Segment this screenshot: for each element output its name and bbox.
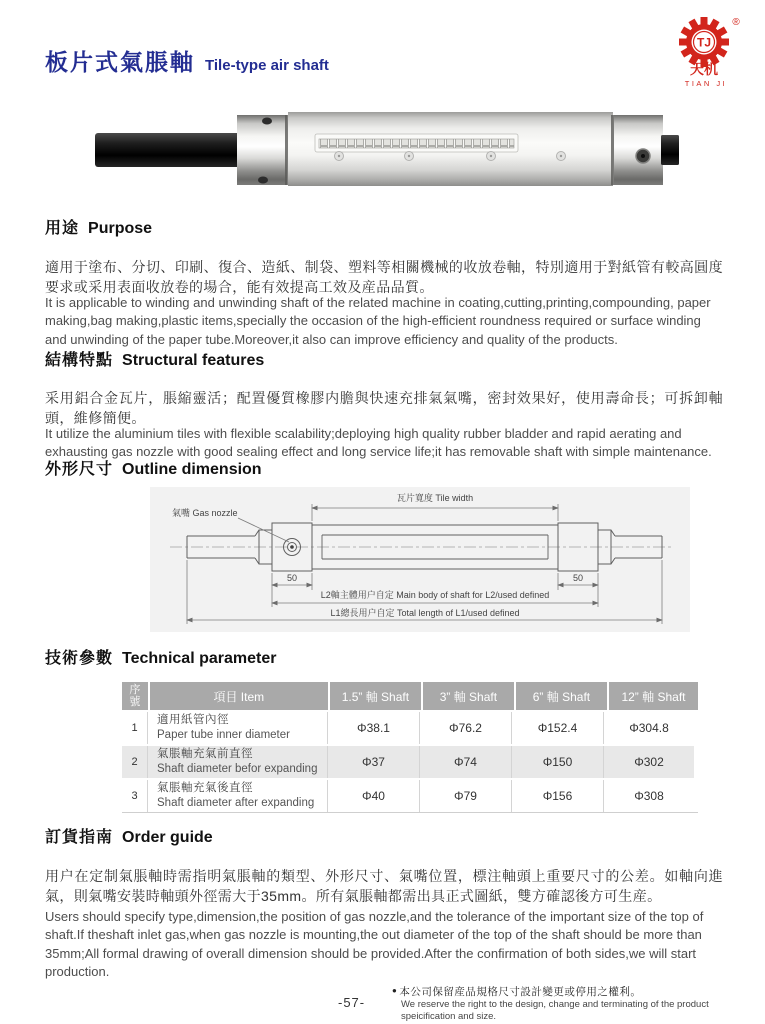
structural-body-en: It utilize the aluminium tiles with flexible scalability;deploying high quality rubber bladder and rapid aerating and exhausting gas nozzle with good sealing effect and long service life;it has removable shaft with simple maintenance. <box>45 426 712 460</box>
gear-logo-icon <box>664 12 750 92</box>
table-header-item: 項目 Item <box>150 682 328 710</box>
l2-dimension-label: L2軸主體用户自定 Main body of shaft for L2/used defined <box>320 590 550 600</box>
photo-screw-hole <box>258 177 268 184</box>
row-value: Φ38.1 <box>328 712 420 744</box>
heading-technical-en: Technical parameter <box>122 650 277 667</box>
row-index: 2 <box>122 746 148 778</box>
page-title <box>45 44 329 77</box>
row-item <box>148 746 328 778</box>
brand-logo <box>664 12 750 92</box>
logo-name-en: TIAN JI <box>684 79 728 88</box>
row-index: 3 <box>122 780 148 812</box>
footer-note-en: We reserve the right to the design, change and terminating of the product speicification and size. <box>401 999 709 1023</box>
row-item-en: Paper tube inner diameter <box>157 729 290 741</box>
table-row <box>122 712 698 744</box>
page-title-en: Tile-type air shaft <box>205 57 329 74</box>
row-item-en: Shaft diameter after expanding <box>157 797 315 809</box>
row-item-zh: 氣脹軸充氣後直徑 <box>157 782 253 795</box>
purpose-body-zh: 適用于塗布、分切、印刷、復合、造紙、制袋、塑料等相關機械的收放卷軸，特別適用于對紙管有較高圓度要求或采用表面收放卷的場合，能有效提高工效及産品品質。 <box>45 259 723 296</box>
row-index: 1 <box>122 712 148 744</box>
heading-outline-en: Outline dimension <box>122 461 262 478</box>
photo-left-shaft <box>95 133 241 167</box>
table-row <box>122 746 698 778</box>
table-header-index: 序號 <box>122 682 148 710</box>
photo-left-collar <box>237 115 287 185</box>
product-photo <box>95 110 680 188</box>
table-header-row <box>122 682 698 710</box>
row-item <box>148 712 328 744</box>
gas-nozzle-label: 氣嘴 Gas nozzle <box>172 508 238 518</box>
photo-screw-hole <box>262 118 272 125</box>
row-value: Φ76.2 <box>420 712 512 744</box>
heading-structural-zh: 結構特點 <box>45 352 114 369</box>
logo-monogram: TJ <box>696 35 712 50</box>
logo-name-zh: 天机 <box>690 61 718 77</box>
row-item-zh: 適用紙管內徑 <box>157 714 229 727</box>
section-heading-technical <box>45 645 276 668</box>
row-value: Φ79 <box>420 780 512 812</box>
outline-dimension-drawing <box>150 487 690 632</box>
photo-valve-stub <box>661 135 679 165</box>
table-header-shaft-6: 6” 軸 Shaft <box>516 682 607 710</box>
row-item <box>148 780 328 812</box>
dimension-drawing-art <box>150 487 690 632</box>
row-value: Φ40 <box>328 780 420 812</box>
purpose-body-en: It is applicable to winding and unwinding shaft of the related machine in coating,cutting,printing,compounding, paper making,bag making,plastic items,specially the occasion of the high-efficient roundness required or surface winding and unwinding of the paper tube.Moreover,it also can improve efficiency and quality of the products. <box>45 295 711 347</box>
section-heading-outline <box>45 456 262 479</box>
heading-structural-en: Structural features <box>122 352 265 369</box>
row-value: Φ37 <box>328 746 420 778</box>
row-value: Φ156 <box>512 780 604 812</box>
section-heading-order <box>45 824 213 847</box>
footer-note-zh-line <box>392 984 742 999</box>
dim-50-left: 50 <box>286 573 298 583</box>
photo-tile-strip <box>319 139 514 148</box>
row-item-zh: 氣脹軸充氣前直徑 <box>157 748 253 761</box>
registered-mark: ® <box>732 17 740 28</box>
heading-purpose-zh: 用途 <box>45 220 80 237</box>
footer-note-zh: 本公司保留産品規格尺寸設計變更或停用之權利。 <box>399 986 642 998</box>
table-header-shaft-3: 3” 軸 Shaft <box>423 682 514 710</box>
section-heading-purpose <box>45 215 152 238</box>
l1-dimension-label: L1總長用户自定 Total length of L1/used defined <box>330 608 520 618</box>
footer-note <box>392 984 742 1024</box>
row-value: Φ74 <box>420 746 512 778</box>
technical-parameter-table <box>122 682 698 813</box>
heading-outline-zh: 外形尺寸 <box>45 461 114 478</box>
heading-technical-zh: 技術參數 <box>45 650 114 667</box>
section-heading-structural <box>45 347 264 370</box>
tile-width-label: 瓦片寬度 Tile width <box>396 493 474 503</box>
structural-body-zh: 采用鋁合金瓦片，脹縮靈活；配置優質橡膠内膽與快速充排氣氣嘴，密封效果好，使用壽命長；可拆卸軸頭，維修簡便。 <box>45 390 723 427</box>
table-header-shaft-12: 12” 軸 Shaft <box>609 682 698 710</box>
row-item-en: Shaft diameter befor expanding <box>157 763 318 775</box>
air-shaft-photo-art <box>95 110 680 188</box>
heading-purpose-en: Purpose <box>88 220 153 237</box>
table-row <box>122 780 698 812</box>
row-value: Φ304.8 <box>604 712 694 744</box>
order-body-en: Users should specify type,dimension,the position of gas nozzle,and the tolerance of the important size of the top of shaft.If theshaft inlet gas,when gas nozzle is mounting,the out diameter of the top of the shaft should be more than 35mm;All formal drawing of overall dimension should be provided.After the confirmation of both sides,we will start production. <box>45 909 704 980</box>
page-number: -57- <box>338 995 366 1010</box>
heading-order-zh: 訂貨指南 <box>45 829 114 846</box>
dim-50-right: 50 <box>572 573 584 583</box>
row-value: Φ302 <box>604 746 694 778</box>
row-value: Φ308 <box>604 780 694 812</box>
page-title-zh: 板片式氣脹軸 <box>45 49 195 75</box>
row-value: Φ152.4 <box>512 712 604 744</box>
heading-order-en: Order guide <box>122 829 213 846</box>
row-value: Φ150 <box>512 746 604 778</box>
table-header-shaft-1-5: 1.5” 軸 Shaft <box>330 682 421 710</box>
order-body-zh: 用户在定制氣脹軸時需指明氣脹軸的類型、外形尺寸、氣嘴位置，標注軸頭上重要尺寸的公差。如軸向進氣，則氣嘴安裝時軸頭外徑需大于35mm。所有氣脹軸都需出具正式圖紙，雙方確認後方可生産。 <box>45 868 723 905</box>
bullet-icon: ● <box>392 986 398 995</box>
